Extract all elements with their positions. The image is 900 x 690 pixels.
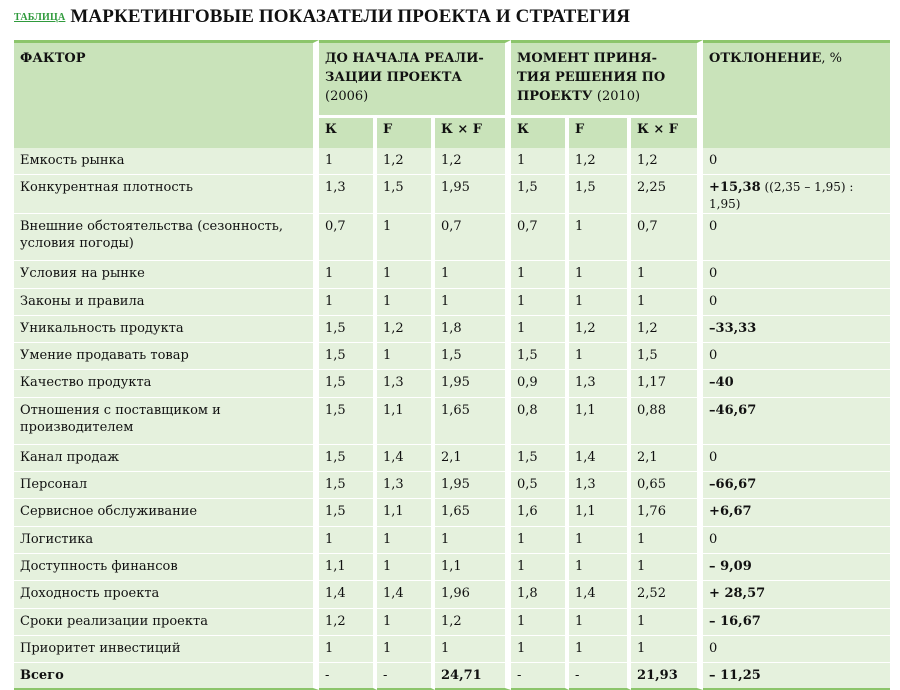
table-row [14,316,890,343]
f-2006: 1 [377,343,435,370]
k-2010: 1 [511,289,569,316]
k-2010: 1,5 [511,445,569,472]
deviation: 0 [703,214,890,261]
k-2010: 1,5 [511,175,569,214]
subheader-f-2010: F [569,115,631,148]
f-2010: 1,5 [569,175,631,214]
k-2006: 1,3 [319,175,377,214]
table-row [14,609,890,636]
deviation [703,175,890,214]
kf-2010: 2,52 [631,581,703,608]
kf-2010: 1,2 [631,148,703,175]
header-deviation: ОТКЛОНЕНИЕ, % [703,40,890,148]
kf-2006: 1,95 [435,472,511,499]
f-2006: 1,4 [377,445,435,472]
factor-name: Внешние обстоятельства (сезонность, условия погоды) [14,214,319,261]
deviation: +6,67 [703,499,890,526]
factor-name: Приоритет инвестиций [14,636,319,663]
marketing-indicators-table [14,40,890,690]
factor-name: Умение продавать товар [14,343,319,370]
deviation-formula: ((2,35 – 1,95) : 1,95) [709,180,854,212]
kf-2006: 1,8 [435,316,511,343]
kf-2010: 1 [631,554,703,581]
f-2006: 1,3 [377,370,435,397]
f-2006: 1,2 [377,316,435,343]
deviation: 0 [703,527,890,554]
kf-2010: 1,2 [631,316,703,343]
f-2006: 1 [377,214,435,261]
f-2010: 1 [569,554,631,581]
k-2006: 1,5 [319,499,377,526]
k-2006: 1,5 [319,316,377,343]
k-2006: 1 [319,289,377,316]
subheader-kf-2010: К × F [631,115,703,148]
table-row [14,398,890,445]
k-2010: 1 [511,609,569,636]
f-2010: 1 [569,261,631,288]
f-2006: 1 [377,636,435,663]
kf-2006: 1 [435,636,511,663]
deviation: 0 [703,261,890,288]
f-2006: 1,1 [377,398,435,445]
deviation: –66,67 [703,472,890,499]
factor-name: Логистика [14,527,319,554]
f-2010: 1 [569,214,631,261]
deviation: 0 [703,445,890,472]
subheader-f-2006: F [377,115,435,148]
deviation-value: +15,38 [709,180,761,196]
factor-name: Доступность финансов [14,554,319,581]
k-2006: 1 [319,148,377,175]
table-row [14,343,890,370]
k-2006: 1 [319,527,377,554]
k-2006: 1 [319,261,377,288]
f-2010: 1 [569,289,631,316]
kf-2010: 1,17 [631,370,703,397]
kf-2010: 1 [631,261,703,288]
kf-2010: 1,76 [631,499,703,526]
deviation: 0 [703,289,890,316]
subheader-kf-2006: К × F [435,115,511,148]
kf-2006: 1,2 [435,609,511,636]
f-2010: 1,4 [569,445,631,472]
k-2006: 1,4 [319,581,377,608]
deviation: –40 [703,370,890,397]
f-2010: 1,3 [569,472,631,499]
factor-name: Доходность проекта [14,581,319,608]
f-2006: 1 [377,609,435,636]
kf-2010: 0,65 [631,472,703,499]
f-2006: 1,4 [377,581,435,608]
f-2010: 1,3 [569,370,631,397]
k-2010: 1 [511,554,569,581]
table-row [14,636,890,663]
kf-2010: 0,7 [631,214,703,261]
k-2010: 0,9 [511,370,569,397]
kf-2010: 0,88 [631,398,703,445]
subheader-k-2010: К [511,115,569,148]
f-2010: 1,4 [569,581,631,608]
kf-2006: 1,5 [435,343,511,370]
kf-2010: 21,93 [631,663,703,690]
factor-name: Канал продаж [14,445,319,472]
k-2010: 0,8 [511,398,569,445]
deviation: – 11,25 [703,663,890,690]
deviation: –46,67 [703,398,890,445]
f-2010: 1 [569,636,631,663]
f-2006: - [377,663,435,690]
kf-2006: 1,95 [435,370,511,397]
kf-2006: 1,95 [435,175,511,214]
kf-2006: 1,65 [435,499,511,526]
table-row-total [14,663,890,690]
table-tag: ТАБЛИЦА [14,11,66,23]
table-row [14,370,890,397]
k-2010: 1 [511,261,569,288]
deviation: – 16,67 [703,609,890,636]
kf-2006: 1,2 [435,148,511,175]
kf-2006: 1 [435,289,511,316]
kf-2010: 1 [631,289,703,316]
f-2006: 1,3 [377,472,435,499]
deviation: 0 [703,148,890,175]
factor-name: Конкурентная плотность [14,175,319,214]
table-row [14,175,890,214]
kf-2010: 2,25 [631,175,703,214]
k-2010: 1 [511,636,569,663]
table-row [14,581,890,608]
k-2010: 1 [511,316,569,343]
factor-name: Сроки реализации проекта [14,609,319,636]
table-row [14,472,890,499]
f-2010: 1,2 [569,148,631,175]
f-2006: 1,2 [377,148,435,175]
table-row [14,527,890,554]
k-2010: 1,6 [511,499,569,526]
f-2006: 1 [377,289,435,316]
k-2010: 1,5 [511,343,569,370]
header-before-project: ДО НАЧАЛА РЕАЛИ- ЗАЦИИ ПРОЕКТА (2006) [319,40,511,115]
kf-2010: 1 [631,527,703,554]
k-2010: 1,8 [511,581,569,608]
factor-name: Сервисное обслуживание [14,499,319,526]
k-2006: 1,5 [319,445,377,472]
header-decision-moment: МОМЕНТ ПРИНЯ- ТИЯ РЕШЕНИЯ ПО ПРОЕКТУ (2010) [511,40,703,115]
deviation: 0 [703,636,890,663]
factor-name: Емкость рынка [14,148,319,175]
k-2006: 1,5 [319,472,377,499]
factor-name: Качество продукта [14,370,319,397]
kf-2010: 1 [631,609,703,636]
header-factor: ФАКТОР [14,40,319,148]
factor-name: Всего [14,663,319,690]
deviation: – 9,09 [703,554,890,581]
k-2010: - [511,663,569,690]
kf-2010: 1 [631,636,703,663]
k-2010: 0,7 [511,214,569,261]
kf-2006: 1,96 [435,581,511,608]
deviation: 0 [703,343,890,370]
kf-2006: 0,7 [435,214,511,261]
deviation: –33,33 [703,316,890,343]
f-2010: - [569,663,631,690]
k-2006: 1,2 [319,609,377,636]
f-2010: 1,2 [569,316,631,343]
factor-name: Персонал [14,472,319,499]
kf-2006: 1,1 [435,554,511,581]
table-row [14,445,890,472]
f-2010: 1 [569,527,631,554]
deviation: + 28,57 [703,581,890,608]
kf-2006: 1 [435,527,511,554]
table-row [14,499,890,526]
table-caption [14,4,630,30]
table-row [14,261,890,288]
k-2010: 1 [511,527,569,554]
k-2010: 1 [511,148,569,175]
table-row [14,289,890,316]
f-2006: 1 [377,554,435,581]
k-2006: 1,5 [319,343,377,370]
f-2006: 1,5 [377,175,435,214]
kf-2006: 24,71 [435,663,511,690]
kf-2006: 1,65 [435,398,511,445]
k-2006: 1,5 [319,370,377,397]
k-2006: 0,7 [319,214,377,261]
f-2006: 1,1 [377,499,435,526]
f-2010: 1 [569,343,631,370]
factor-name: Законы и правила [14,289,319,316]
f-2010: 1,1 [569,499,631,526]
f-2006: 1 [377,261,435,288]
k-2010: 0,5 [511,472,569,499]
kf-2010: 2,1 [631,445,703,472]
factor-name: Уникальность продукта [14,316,319,343]
f-2006: 1 [377,527,435,554]
table-row [14,148,890,175]
f-2010: 1 [569,609,631,636]
k-2006: 1 [319,636,377,663]
kf-2006: 2,1 [435,445,511,472]
page-title: МАРКЕТИНГОВЫЕ ПОКАЗАТЕЛИ ПРОЕКТА И СТРАТЕГИЯ [70,6,631,27]
k-2006: 1,1 [319,554,377,581]
factor-name: Отношения с поставщиком и производителем [14,398,319,445]
factor-name: Условия на рынке [14,261,319,288]
k-2006: 1,5 [319,398,377,445]
kf-2006: 1 [435,261,511,288]
f-2010: 1,1 [569,398,631,445]
k-2006: - [319,663,377,690]
table-row [14,214,890,261]
kf-2010: 1,5 [631,343,703,370]
table-row [14,554,890,581]
subheader-k-2006: К [319,115,377,148]
